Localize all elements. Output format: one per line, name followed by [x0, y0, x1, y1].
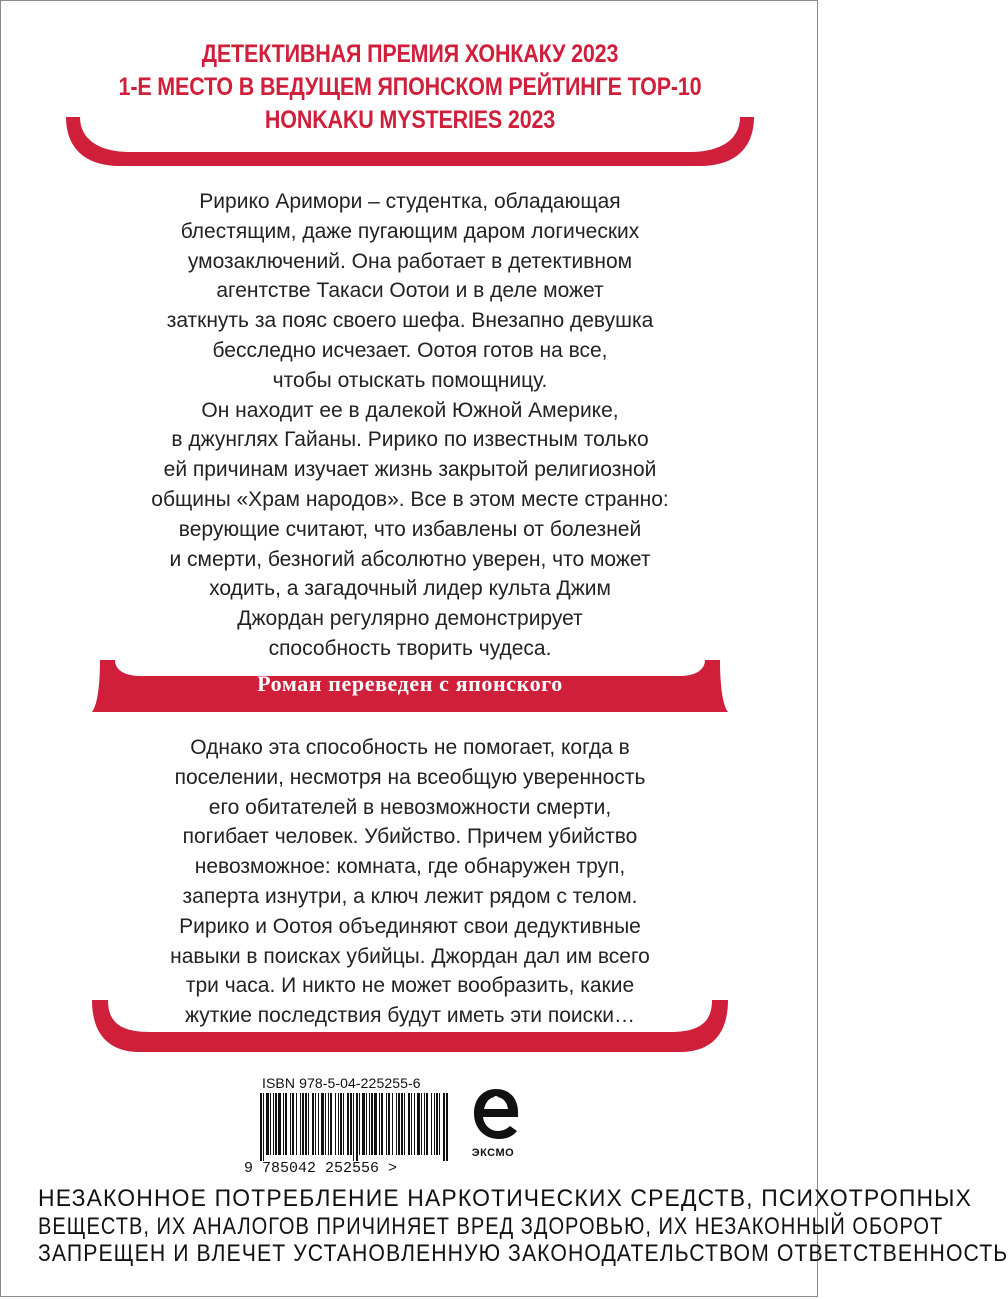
barcode-bar	[296, 1093, 297, 1155]
barcode-bar	[424, 1093, 425, 1155]
barcode-bar	[278, 1093, 281, 1155]
barcode-bar	[356, 1093, 358, 1161]
barcode-bar	[431, 1093, 432, 1155]
isbn-label: ISBN 978-5-04-225255-6	[262, 1075, 421, 1091]
blurb2-line: жуткие последствия будут иметь эти поиски…	[184, 1004, 636, 1028]
award-line-1: ДЕТЕКТИВНАЯ ПРЕМИЯ ХОНКАКУ 2023	[201, 40, 619, 68]
blurb1-line: Джордан регулярно демонстрирует	[237, 607, 583, 631]
legal-warning	[38, 1185, 1008, 1268]
barcode-bar	[302, 1093, 304, 1155]
barcode-bar	[443, 1093, 445, 1161]
barcode-bar	[270, 1093, 271, 1155]
blurb2-line: три часа. И никто не может вообразить, какие	[185, 974, 635, 998]
blurb1-line: ей причинам изучает жизнь закрытой религиозной	[163, 458, 657, 482]
barcode-bar	[386, 1093, 387, 1155]
barcode-bar	[401, 1093, 403, 1155]
barcode-bar	[434, 1093, 435, 1155]
barcode-bar	[396, 1093, 397, 1155]
barcode	[258, 1093, 452, 1161]
barcode-bar	[353, 1093, 354, 1161]
barcode-bar	[392, 1093, 393, 1155]
blurb2-line: заперта изнутри, а ключ лежит рядом с телом.	[182, 884, 638, 908]
blurb2-line: навыки в поисках убийцы. Джордан дал им всего	[170, 944, 650, 968]
barcode-bar	[350, 1093, 352, 1155]
warning-line: ВЕЩЕСТВ, ИХ АНАЛОГОВ ПРИЧИНЯЕТ ВРЕД ЗДОРОВЬЮ, ИХ НЕЗАКОННЫЙ ОБОРОТ	[38, 1212, 944, 1240]
blurb1-line: агентстве Такаси Оотои и в деле может	[216, 279, 604, 303]
barcode-bar	[359, 1093, 360, 1155]
blurb1-line: бесследно исчезает. Оотоя готов на все,	[212, 338, 608, 362]
blurb2-line: погибает человек. Убийство. Причем убийство	[182, 825, 638, 849]
blurb2-line: поселении, несмотря на всеобщую уверенность	[174, 765, 646, 789]
barcode-bar	[338, 1093, 339, 1155]
blurb1-line: и смерти, безногий абсолютно уверен, что может	[169, 547, 651, 571]
blurb1-line: чтобы отыскать помощницу.	[272, 368, 548, 392]
barcode-bar	[308, 1093, 309, 1155]
blurb1-line: блестящим, даже пугающим даром логических	[180, 219, 640, 243]
blurb1-line: способность творить чудеса.	[268, 636, 552, 660]
barcode-bar	[321, 1093, 324, 1155]
barcode-bar	[290, 1093, 291, 1155]
barcode-bar	[374, 1093, 377, 1155]
award-line-2: 1-Е МЕСТО В ВЕДУЩЕМ ЯПОНСКОМ РЕЙТИНГЕ TOP-10	[118, 73, 702, 101]
barcode-bar	[263, 1093, 264, 1161]
barcode-bar	[335, 1093, 336, 1155]
translation-banner-label: Роман переведен с японского	[257, 671, 563, 696]
barcode-bar	[408, 1093, 410, 1155]
blurb1-line: общины «Храм народов». Все в этом месте странно:	[151, 487, 669, 511]
blurb1-line: верующие считают, что избавлены от болезней	[178, 517, 642, 541]
barcode-bar	[328, 1093, 329, 1155]
blurb2-line: невозможное: комната, где обнаружен труп,	[194, 855, 626, 879]
blurb2-line: Ририко и Оотоя объединяют свои дедуктивные	[179, 914, 641, 938]
barcode-bar	[260, 1093, 262, 1161]
barcode-bar	[300, 1093, 301, 1155]
barcode-bar	[318, 1093, 319, 1155]
barcode-bar	[371, 1093, 373, 1155]
blurb2-line: Однако эта способность не помогает, когда в	[190, 736, 630, 759]
barcode-bar	[388, 1093, 390, 1155]
barcode-bar	[285, 1093, 287, 1155]
barcode-bar	[305, 1093, 307, 1155]
barcode-bar	[417, 1093, 420, 1155]
barcode-bar	[436, 1093, 438, 1155]
barcode-bar	[439, 1093, 440, 1155]
barcode-bar	[273, 1093, 274, 1155]
blurb1-line: Он находит ее в далекой Южной Америке,	[201, 398, 619, 422]
blurb1-line: ходить, а загадочный лидер культа Джим	[209, 577, 611, 601]
barcode-digits: 9 785042 252556 >	[244, 1160, 398, 1177]
blurb1-line: в джунглях Гайаны. Ририко по известным только	[171, 428, 649, 452]
barcode-bar	[414, 1093, 415, 1155]
barcode-bar	[347, 1093, 349, 1155]
warning-line: НЕЗАКОННОЕ ПОТРЕБЛЕНИЕ НАРКОТИЧЕСКИХ СРЕДСТВ, ПСИХОТРОПНЫХ	[38, 1185, 973, 1212]
blurb1-line: заткнуть за пояс своего шефа. Внезапно девушка	[166, 309, 654, 333]
barcode-bar	[381, 1093, 383, 1155]
barcode-bar	[366, 1093, 367, 1155]
barcode-bar	[330, 1093, 332, 1155]
award-line-3: HONKAKU MYSTERIES 2023	[264, 106, 556, 134]
barcode-bar	[411, 1093, 412, 1155]
barcode-bar	[315, 1093, 316, 1155]
barcode-bar	[404, 1093, 405, 1155]
barcode-bar	[340, 1093, 342, 1155]
barcode-bar	[275, 1093, 277, 1155]
barcode-bar	[398, 1093, 400, 1155]
publisher-name: ЭКСМО	[471, 1147, 515, 1159]
blurb2-line: его обитателей в невозможности смерти,	[208, 795, 612, 819]
barcode-bar	[312, 1093, 314, 1155]
barcode-bar	[421, 1093, 422, 1155]
barcode-bar	[266, 1093, 269, 1155]
barcode-bar	[292, 1093, 294, 1155]
barcode-bar	[283, 1093, 284, 1155]
barcode-bar	[362, 1093, 365, 1155]
eksmo-logo-icon	[470, 1085, 522, 1145]
barcode-bar	[343, 1093, 344, 1155]
blurb1-line: Ририко Аримори – студентка, обладающая	[199, 190, 621, 213]
blurb1-line: умозаключений. Она работает в детективном	[187, 249, 633, 273]
barcode-bar	[325, 1093, 326, 1155]
barcode-bar	[379, 1093, 380, 1155]
barcode-bar	[446, 1093, 448, 1161]
barcode-bar	[426, 1093, 428, 1155]
warning-line: ЗАПРЕЩЕН И ВЛЕЧЕТ УСТАНОВЛЕННУЮ ЗАКОНОДАТЕЛЬСТВОМ ОТВЕТСТВЕННОСТЬ	[38, 1240, 1008, 1267]
barcode-bar	[369, 1093, 370, 1155]
